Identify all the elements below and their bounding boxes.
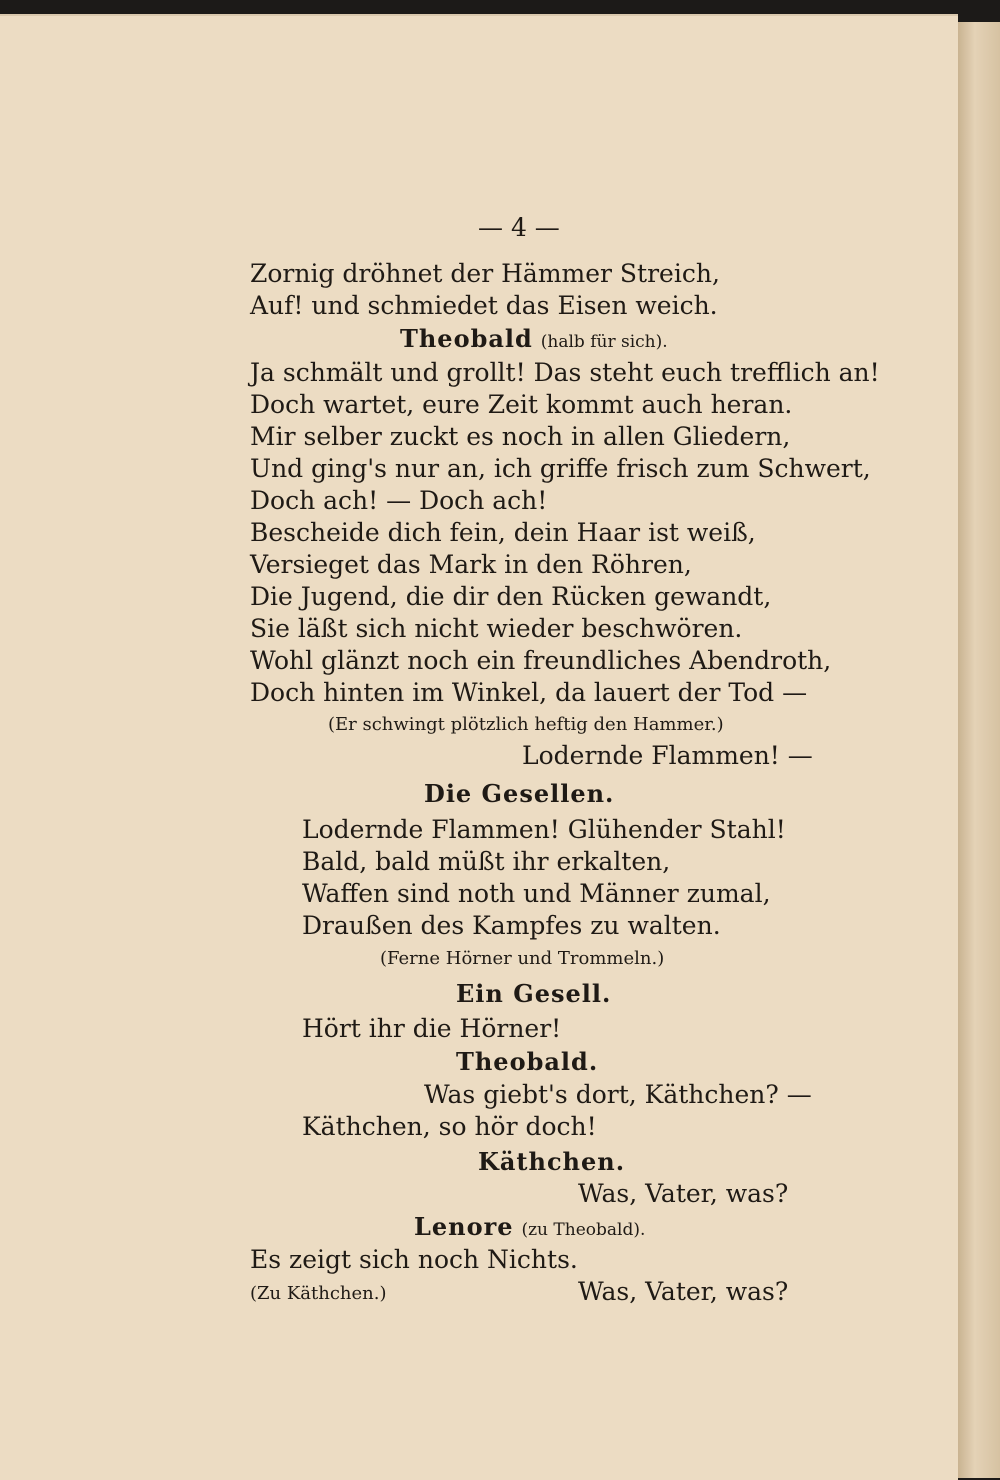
verse-line: Was, Vater, was? [578, 1179, 789, 1208]
speaker-name: Lenore [414, 1212, 514, 1241]
book-spine [958, 22, 1000, 1478]
speaker-name: Theobald. [456, 1047, 599, 1076]
verse-line: Was, Vater, was? [578, 1277, 789, 1306]
verse-line: Es zeigt sich noch Nichts. [250, 1245, 578, 1274]
page-number: — 4 — [478, 213, 560, 242]
stage-direction: (halb für sich). [540, 332, 668, 352]
speaker-name: Theobald [400, 324, 533, 353]
verse-line: Ja schmält und grollt! Das steht euch trefflich an! [250, 358, 880, 387]
verse-line: Wohl glänzt noch ein freundliches Abendroth, [250, 646, 832, 675]
speaker-name: Die Gesellen. [424, 779, 615, 808]
verse-line: Bald, bald müßt ihr erkalten, [302, 847, 671, 876]
verse-line: Mir selber zuckt es noch in allen Gliedern, [250, 422, 791, 451]
book-page [0, 14, 958, 1480]
verse-line: Was giebt's dort, Käthchen? — [424, 1080, 812, 1109]
verse-line: Versieget das Mark in den Röhren, [250, 550, 692, 579]
verse-line: Hört ihr die Hörner! [302, 1014, 562, 1043]
verse-line: Lodernde Flammen! — [522, 741, 813, 770]
verse-line: Zornig dröhnet der Hämmer Streich, [250, 259, 720, 288]
stage-direction: (Ferne Hörner und Trommeln.) [380, 948, 665, 969]
verse-line: Käthchen, so hör doch! [302, 1112, 597, 1141]
verse-line: Draußen des Kampfes zu walten. [302, 911, 721, 940]
verse-line: Doch wartet, eure Zeit kommt auch heran. [250, 390, 793, 419]
verse-line: Doch hinten im Winkel, da lauert der Tod — [250, 678, 808, 707]
verse-line: Bescheide dich fein, dein Haar ist weiß, [250, 518, 756, 547]
speaker-heading [400, 323, 668, 358]
speaker-heading [414, 1211, 645, 1246]
speaker-name: Käthchen. [478, 1147, 626, 1176]
verse-line: Waffen sind noth und Männer zumal, [302, 879, 771, 908]
stage-direction: (Er schwingt plötzlich heftig den Hammer.) [328, 714, 724, 735]
verse-line: Sie läßt sich nicht wieder beschwören. [250, 614, 743, 643]
speaker-name: Ein Gesell. [456, 979, 612, 1008]
verse-line: Doch ach! — Doch ach! [250, 486, 548, 515]
verse-line: Und ging's nur an, ich griffe frisch zum Schwert, [250, 454, 871, 483]
verse-line: Auf! und schmiedet das Eisen weich. [250, 291, 718, 320]
stage-direction: (zu Theobald). [521, 1220, 646, 1240]
page-text [0, 16, 958, 1480]
stage-direction: (Zu Käthchen.) [250, 1283, 387, 1304]
verse-line: Lodernde Flammen! Glühender Stahl! [302, 815, 786, 844]
verse-line: Die Jugend, die dir den Rücken gewandt, [250, 582, 772, 611]
